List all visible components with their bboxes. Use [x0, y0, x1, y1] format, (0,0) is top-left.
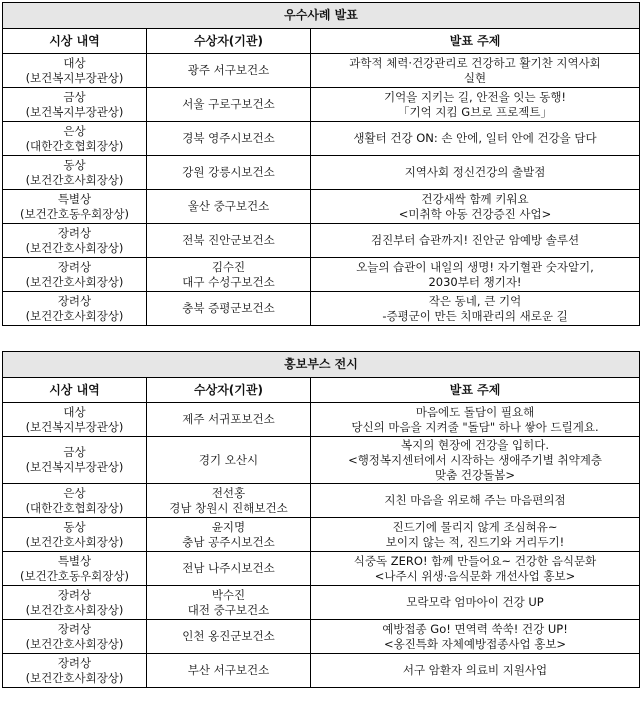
topic-cell: 과학적 체력·건강관리로 건강하고 활기찬 지역사회 실현	[311, 54, 640, 88]
table-row	[3, 484, 640, 518]
award-cell: 특별상 (보건간호동우회장상)	[3, 552, 147, 586]
award-cell: 금상 (보건복지부장관상)	[3, 88, 147, 122]
winner-cell: 제주 서귀포보건소	[147, 403, 311, 437]
awards-table-booth	[2, 351, 639, 688]
award-cell: 은상 (대한간호협회장상)	[3, 484, 147, 518]
award-cell: 금상 (보건복지부장관상)	[3, 437, 147, 484]
award-cell: 장려상 (보건간호사회장상)	[3, 258, 147, 292]
topic-cell: 건강새싹 함께 키워요 <미취학 아동 건강증진 사업>	[311, 190, 640, 224]
topic-cell: 진드기에 물리지 않게 조심혀유~ 보이지 않는 적, 진드기와 거리두기!	[311, 518, 640, 552]
award-cell: 대상 (보건복지부장관상)	[3, 403, 147, 437]
section-title: 우수사례 발표	[3, 3, 640, 29]
winner-cell: 강원 강릉시보건소	[147, 156, 311, 190]
award-cell: 장려상 (보건간호사회장상)	[3, 292, 147, 326]
award-cell: 특별상 (보건간호동우회장상)	[3, 190, 147, 224]
award-cell: 은상 (대한간호협회장상)	[3, 122, 147, 156]
topic-cell: 복지의 현장에 건강을 입히다. <행정복지센터에서 시작하는 생애주기별 취약계층 맞춤 건강돌봄>	[311, 437, 640, 484]
table-row	[3, 518, 640, 552]
winner-cell: 부산 서구보건소	[147, 654, 311, 688]
table-body	[3, 403, 640, 688]
topic-cell: 지역사회 정신건강의 출발점	[311, 156, 640, 190]
table-row	[3, 586, 640, 620]
topic-cell: 지친 마음을 위로해 주는 마음편의점	[311, 484, 640, 518]
topic-cell: 마음에도 돌담이 필요해 당신의 마음을 지켜줄 "돌담" 하나 쌓아 드릴게요.	[311, 403, 640, 437]
award-cell: 장려상 (보건간호사회장상)	[3, 224, 147, 258]
award-cell: 동상 (보건간호사회장상)	[3, 518, 147, 552]
topic-cell: 모락모락 엄마아이 건강 UP	[311, 586, 640, 620]
winner-cell: 전남 나주시보건소	[147, 552, 311, 586]
column-header-topic: 발표 주제	[311, 29, 640, 54]
table-row	[3, 88, 640, 122]
topic-cell: 작은 동네, 큰 기억 -증평군이 만든 치매관리의 새로운 길	[311, 292, 640, 326]
column-header-award: 시상 내역	[3, 29, 147, 54]
winner-cell: 울산 중구보건소	[147, 190, 311, 224]
table-row	[3, 437, 640, 484]
winner-cell: 전선홍 경남 창원시 진해보건소	[147, 484, 311, 518]
award-cell: 장려상 (보건간호사회장상)	[3, 654, 147, 688]
table-row	[3, 54, 640, 88]
award-cell: 대상 (보건복지부장관상)	[3, 54, 147, 88]
award-cell: 동상 (보건간호사회장상)	[3, 156, 147, 190]
awards-table-presentation	[2, 2, 639, 326]
table-row	[3, 156, 640, 190]
award-cell: 장려상 (보건간호사회장상)	[3, 586, 147, 620]
winner-cell: 김수진 대구 수성구보건소	[147, 258, 311, 292]
table-body	[3, 54, 640, 326]
topic-cell: 식중독 ZERO! 함께 만들어요~ 건강한 음식문화 <나주시 위생·음식문화 개선사업 홍보>	[311, 552, 640, 586]
winner-cell: 경북 영주시보건소	[147, 122, 311, 156]
winner-cell: 박수진 대전 중구보건소	[147, 586, 311, 620]
table-row	[3, 224, 640, 258]
topic-cell: 검진부터 습관까지! 진안군 암예방 솔루션	[311, 224, 640, 258]
topic-cell: 예방접종 Go! 면역력 쑥쑥! 건강 UP! <옹진특화 자체예방접종사업 홍보>	[311, 620, 640, 654]
winner-cell: 윤지명 충남 공주시보건소	[147, 518, 311, 552]
booth-table	[2, 351, 640, 688]
award-cell: 장려상 (보건간호사회장상)	[3, 620, 147, 654]
topic-cell: 오늘의 습관이 내일의 생명! 자기혈관 숫자알기, 2030부터 챙기자!	[311, 258, 640, 292]
table-row	[3, 258, 640, 292]
column-header-topic: 발표 주제	[311, 378, 640, 403]
winner-cell: 경기 오산시	[147, 437, 311, 484]
table-row	[3, 403, 640, 437]
winner-cell: 광주 서구보건소	[147, 54, 311, 88]
table-row	[3, 292, 640, 326]
topic-cell: 서구 암환자 의료비 지원사업	[311, 654, 640, 688]
presentation-table	[2, 2, 640, 326]
column-header-award: 시상 내역	[3, 378, 147, 403]
table-row	[3, 190, 640, 224]
winner-cell: 인천 옹진군보건소	[147, 620, 311, 654]
topic-cell: 생활터 건강 ON: 손 안에, 일터 안에 건강을 담다	[311, 122, 640, 156]
section-title: 홍보부스 전시	[3, 352, 640, 378]
winner-cell: 충북 증평군보건소	[147, 292, 311, 326]
topic-cell: 기억을 지키는 길, 안전을 잇는 동행! 「기억 지킴 G브로 프로젝트」	[311, 88, 640, 122]
table-row	[3, 552, 640, 586]
table-row	[3, 620, 640, 654]
table-row	[3, 122, 640, 156]
column-header-winner: 수상자(기관)	[147, 378, 311, 403]
winner-cell: 전북 진안군보건소	[147, 224, 311, 258]
column-header-winner: 수상자(기관)	[147, 29, 311, 54]
winner-cell: 서울 구로구보건소	[147, 88, 311, 122]
table-row	[3, 654, 640, 688]
